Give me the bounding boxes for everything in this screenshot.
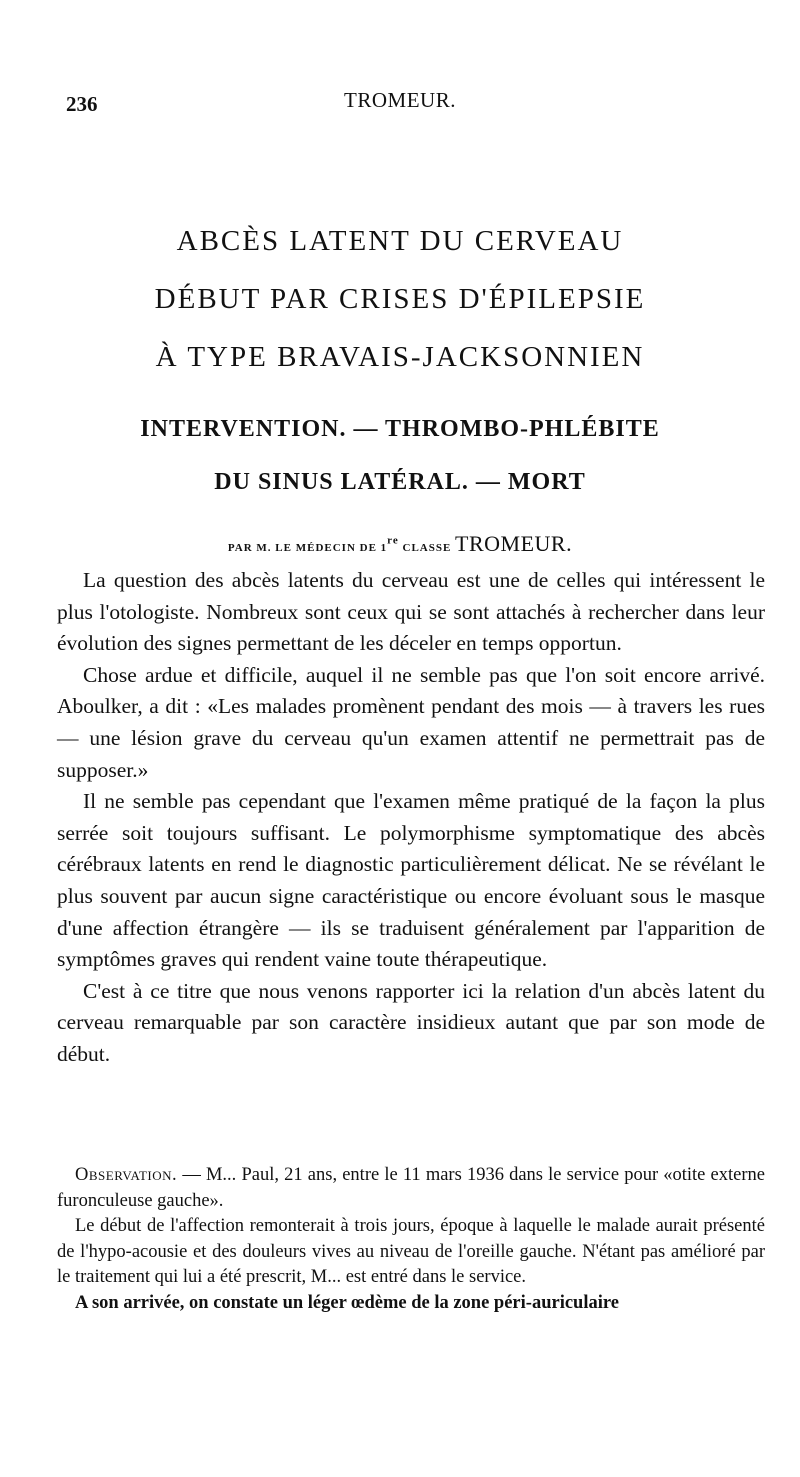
- observation-section: [57, 1163, 765, 1317]
- byline-superscript: re: [387, 534, 399, 547]
- article-title-block: [40, 212, 760, 557]
- running-header: [0, 86, 800, 116]
- title-line-1: ABCÈS LATENT DU CERVEAU: [176, 225, 624, 257]
- byline-suffix: CLASSE: [398, 542, 456, 554]
- body-paragraph: La question des abcès latents du cerveau est une de celles qui intéressent le plus l'otologiste. Nombreux sont ceux qui se sont attachés à rechercher dans leur évolution des signes permettant de les déceler en temps opportun.: [57, 568, 765, 656]
- byline: [40, 531, 760, 557]
- observation-last-line: A son arrivée, on constate un léger œdème de la zone péri-auriculaire: [75, 1292, 619, 1313]
- page-number: 236: [66, 92, 98, 116]
- observation-paragraph: [57, 1163, 765, 1214]
- article-body: [57, 565, 765, 1071]
- byline-prefix: PAR M. LE MÉDECIN DE 1: [227, 542, 388, 554]
- observation-label: Observation.: [75, 1165, 178, 1185]
- body-paragraph: C'est à ce titre que nous venons rapporter ici la relation d'un abcès latent du cerveau remarquable par son caractère insidieux autant que par son mode de début.: [57, 978, 765, 1066]
- body-paragraph: Chose ardue et difficile, auquel il ne semble pas que l'on soit encore arrivé. Aboulker, a dit : «Les malades promènent pendant des mois — à travers les rues — une lésion grave du cerveau qu'un examen attentif ne permettrait pas de supposer.»: [57, 662, 765, 782]
- subtitle-line-1: INTERVENTION. — THROMBO-PHLÉBITE: [140, 416, 660, 442]
- title-line-3: À TYPE BRAVAIS-JACKSONNIEN: [155, 341, 645, 373]
- title-line-2: DÉBUT PAR CRISES D'ÉPILEPSIE: [154, 283, 646, 315]
- observation-intro: — M... Paul, 21 ans, entre le 11 mars 1936 dans le service pour «otite externe furonculeuse gauche».: [57, 1165, 765, 1211]
- subtitle-line-2: DU SINUS LATÉRAL. — MORT: [214, 469, 586, 495]
- observation-paragraph: Le début de l'affection remonterait à trois jours, époque à laquelle le malade aurait présenté de l'hypo-acousie et des douleurs vives au niveau de l'oreille gauche. N'étant pas amélioré par le traitement qui lui a été prescrit, M... est entré dans le service.: [57, 1216, 765, 1288]
- author-name: TROMEUR.: [455, 531, 573, 556]
- body-paragraph: Il ne semble pas cependant que l'examen même pratiqué de la façon la plus serrée soit toujours suffisant. Le polymorphisme symptomatique des abcès cérébraux latents en rend le diagnostic particulièrement délicat. Ne se révélant le plus souvent par aucun signe caractéristique ou encore évoluant sous le masque d'une affection étrangère — ils se traduisent généralement par l'apparition de symptômes graves qui rendent vaine toute thérapeutique.: [57, 789, 765, 972]
- running-title: TROMEUR.: [344, 88, 456, 112]
